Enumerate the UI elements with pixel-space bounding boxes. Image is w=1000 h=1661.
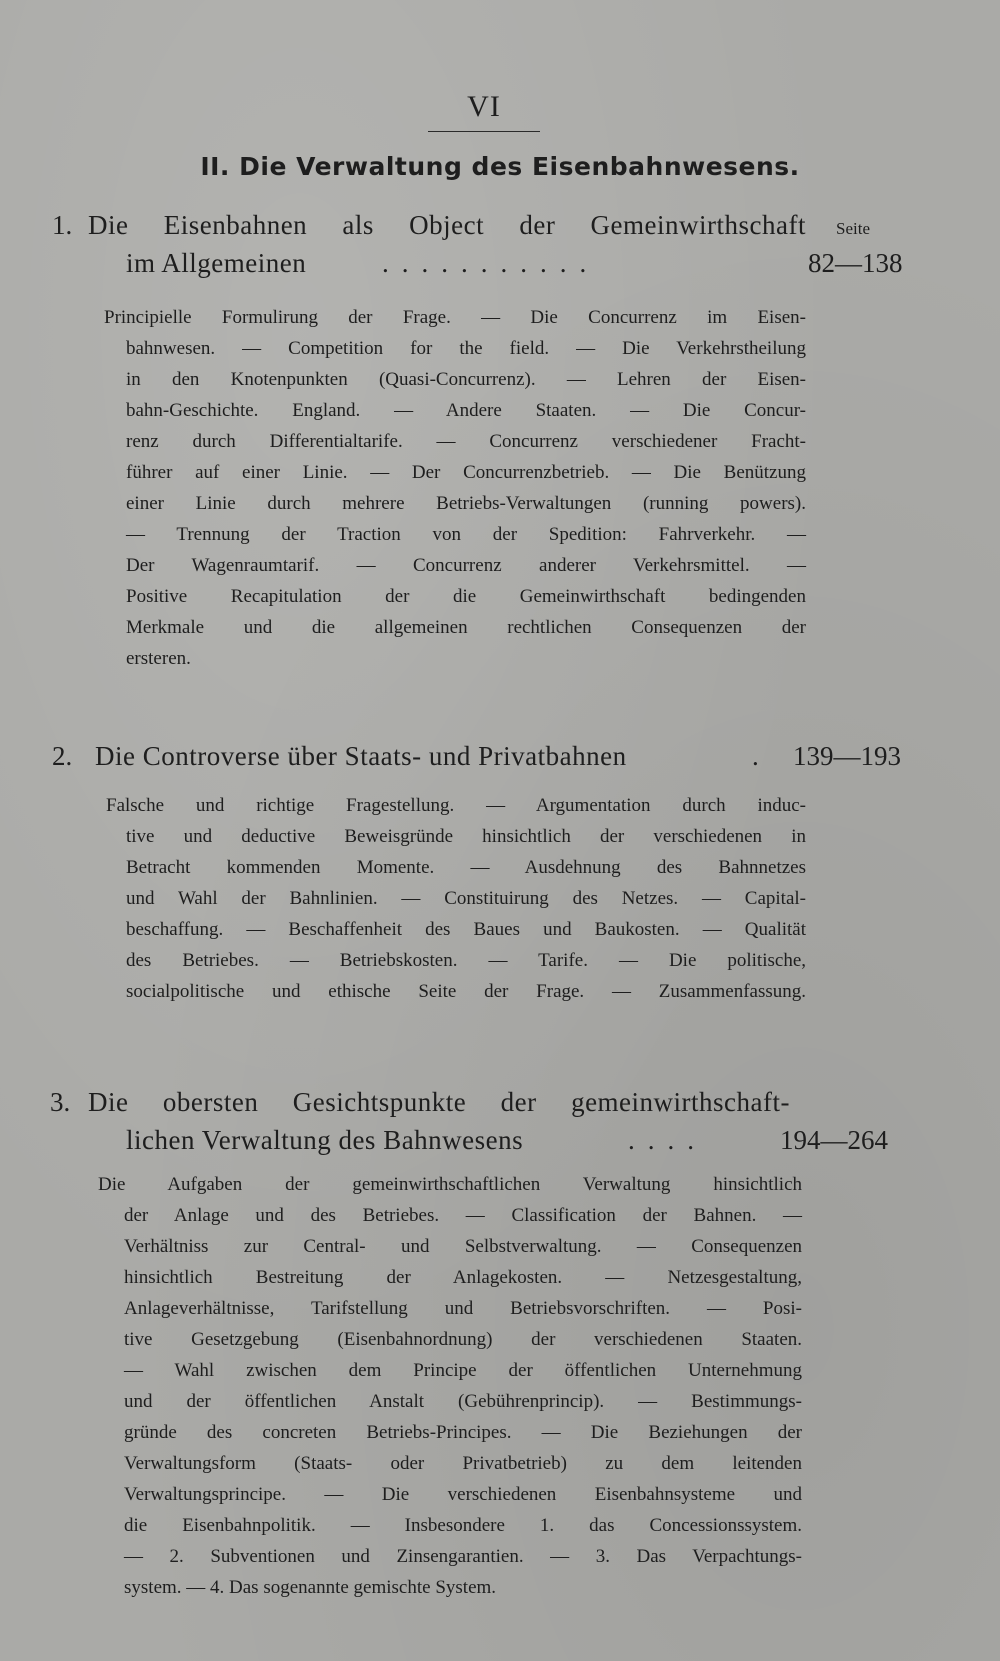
chapter-title-line-1: Die Eisenbahnen als Object der Gemeinwirthschaft bbox=[88, 210, 806, 240]
summary-line: in den Knotenpunkten (Quasi-Concurrenz). — Lehren der Eisen- bbox=[126, 369, 806, 390]
chapter-title-line-1: Die Controverse über Staats- und Privatbahnen bbox=[95, 741, 627, 771]
summary-line: und Wahl der Bahnlinien. — Constituirung des Netzes. — Capital- bbox=[126, 888, 806, 909]
summary-line: Merkmale und die allgemeinen rechtlichen Consequenzen der bbox=[126, 617, 806, 638]
chapter-title-line-2: lichen Verwaltung des Bahnwesens bbox=[126, 1125, 524, 1155]
summary-line: und der öffentlichen Anstalt (Gebührenprincip). — Bestimmungs- bbox=[124, 1391, 802, 1412]
leader-dots: ........... bbox=[382, 248, 600, 278]
summary-line: Verwaltungsprincipe. — Die verschiedenen Eisenbahnsysteme und bbox=[124, 1484, 802, 1505]
page-range: 139—193 bbox=[793, 741, 901, 771]
summary-line: Anlageverhältnisse, Tarifstellung und Betriebsvorschriften. — Posi- bbox=[124, 1298, 802, 1319]
summary-line: tive und deductive Beweisgründe hinsichtlich der verschiedenen in bbox=[126, 826, 806, 847]
summary-line: die Eisenbahnpolitik. — Insbesondere 1. das Concessionssystem. bbox=[124, 1515, 802, 1536]
summary-line: gründe des concreten Betriebs-Principes. — Die Beziehungen der bbox=[124, 1422, 802, 1443]
seite-label: Seite bbox=[836, 219, 870, 238]
chapter-summary bbox=[106, 790, 806, 1007]
summary-line: — Wahl zwischen dem Principe der öffentlichen Unternehmung bbox=[124, 1360, 802, 1381]
summary-line: beschaffung. — Beschaffenheit des Baues und Baukosten. — Qualität bbox=[126, 919, 806, 940]
summary-line: Positive Recapitulation der die Gemeinwirthschaft bedingenden bbox=[126, 586, 806, 607]
summary-line: Der Wagenraumtarif. — Concurrenz anderer Verkehrsmittel. — bbox=[126, 555, 806, 576]
chapter-summary bbox=[104, 302, 806, 674]
summary-line: tive Gesetzgebung (Eisenbahnordnung) der verschiedenen Staaten. bbox=[124, 1329, 802, 1350]
page-range: 194—264 bbox=[780, 1125, 888, 1155]
summary-line: des Betriebes. — Betriebskosten. — Tarife. — Die politische, bbox=[126, 950, 806, 971]
summary-line: Verhältniss zur Central- und Selbstverwaltung. — Consequenzen bbox=[124, 1236, 802, 1257]
chapter-title-line-1: Die obersten Gesichtspunkte der gemeinwirthschaft- bbox=[88, 1087, 790, 1117]
summary-line: Die Aufgaben der gemeinwirthschaftlichen Verwaltung hinsichtlich bbox=[98, 1174, 802, 1195]
summary-line: Verwaltungsform (Staats- oder Privatbetrieb) zu dem leitenden bbox=[124, 1453, 802, 1474]
part-title: II. Die Verwaltung des Eisenbahnwesens. bbox=[200, 152, 800, 181]
page-number-rule bbox=[428, 131, 540, 132]
summary-line: bahnwesen. — Competition for the field. — Die Verkehrstheilung bbox=[126, 338, 806, 359]
summary-line: system. — 4. Das sogenannte gemischte System. bbox=[124, 1577, 497, 1598]
summary-line: Principielle Formulirung der Frage. — Die Concurrenz im Eisen- bbox=[104, 307, 806, 328]
page-number: VI bbox=[467, 90, 501, 123]
chapter-number: 3. bbox=[50, 1087, 71, 1117]
chapter-number: 1. bbox=[52, 210, 73, 240]
summary-line: renz durch Differentialtarife. — Concurrenz verschiedener Fracht- bbox=[126, 431, 806, 452]
summary-line: Betracht kommenden Momente. — Ausdehnung des Bahnnetzes bbox=[126, 857, 806, 878]
summary-line: führer auf einer Linie. — Der Concurrenzbetrieb. — Die Benützung bbox=[126, 462, 806, 483]
summary-line: socialpolitische und ethische Seite der Frage. — Zusammenfassung. bbox=[126, 981, 806, 1002]
summary-line: hinsichtlich Bestreitung der Anlagekosten. — Netzesgestaltung, bbox=[124, 1267, 802, 1288]
chapter-summary bbox=[98, 1169, 802, 1603]
summary-line: ersteren. bbox=[126, 648, 191, 669]
summary-line: — 2. Subventionen und Zinsengarantien. — 3. Das Verpachtungs- bbox=[124, 1546, 802, 1567]
page-range: 82—138 bbox=[808, 248, 903, 278]
summary-line: der Anlage und des Betriebes. — Classification der Bahnen. — bbox=[124, 1205, 802, 1226]
chapter-title-line-2: im Allgemeinen bbox=[126, 248, 307, 278]
chapter-number: 2. bbox=[52, 741, 73, 771]
leader-dots: .... bbox=[628, 1125, 707, 1155]
summary-line: einer Linie durch mehrere Betriebs-Verwaltungen (running powers). bbox=[126, 493, 806, 514]
summary-line: — Trennung der Traction von der Spedition: Fahrverkehr. — bbox=[126, 524, 806, 545]
leader-dots: . bbox=[752, 741, 772, 771]
summary-line: Falsche und richtige Fragestellung. — Argumentation durch induc- bbox=[106, 795, 806, 816]
summary-line: bahn-Geschichte. England. — Andere Staaten. — Die Concur- bbox=[126, 400, 806, 421]
